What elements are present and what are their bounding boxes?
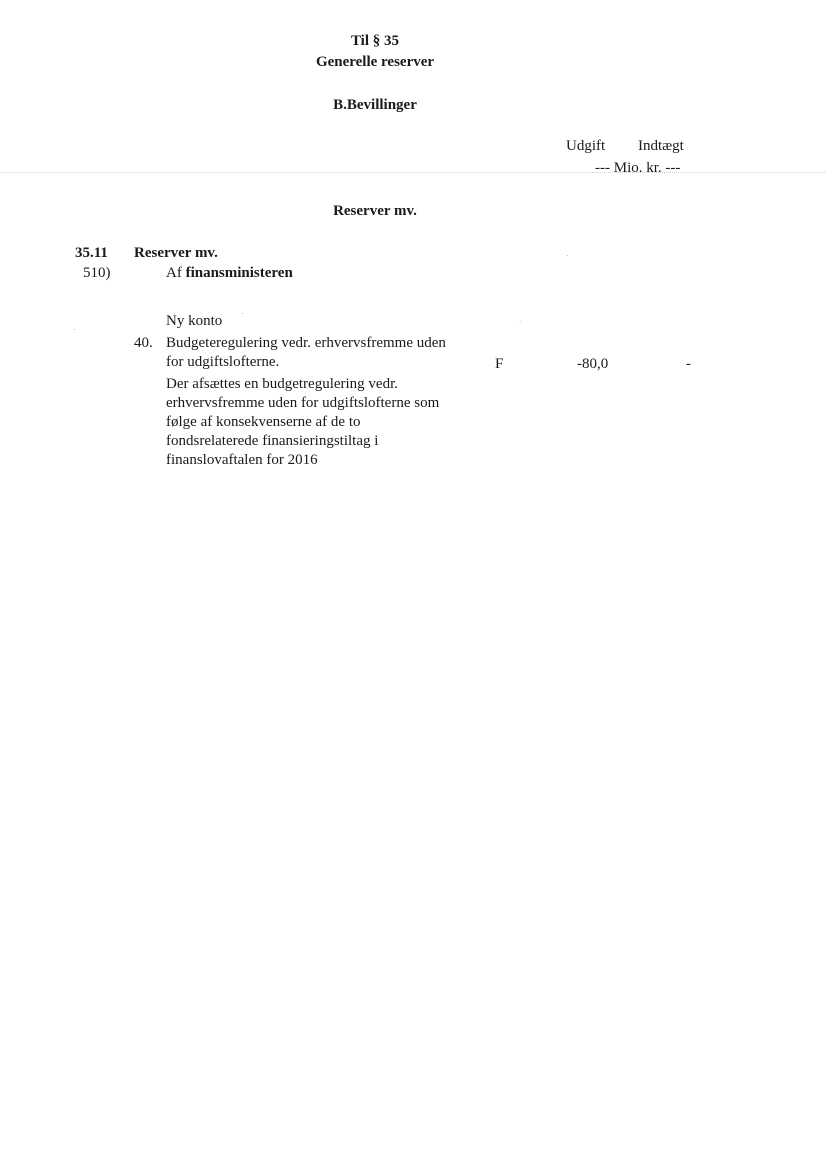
line-number: 40. [134,335,153,351]
line-title-2: for udgiftslofterne. [166,354,280,370]
account-name: Reserver mv. [134,245,218,261]
minister-name: finansministeren [185,265,293,281]
page-subtitle: Generelle reserver [315,54,435,70]
scan-speck: · [566,252,569,260]
new-account-label: Ny konto [166,313,223,329]
column-header-expense: Udgift [566,138,606,154]
line-flag: F [495,356,504,372]
minister-prefix: Af [166,265,182,281]
scan-speck: · [241,310,244,318]
line-description [166,375,476,470]
description-line: fondsrelaterede finansieringstiltag i [166,433,379,449]
page-title: Til § 35 [350,33,400,49]
scan-speck: · [519,318,522,326]
description-line: erhvervsfremme uden for udgiftslofterne som [166,395,440,411]
account-ref: 510) [83,265,111,281]
description-line: finanslovaftalen for 2016 [166,452,318,468]
header-separator [0,172,825,173]
scan-speck: · [73,326,76,334]
account-code: 35.11 [75,245,108,261]
column-unit-label: --- Mio. kr. --- [595,160,681,176]
description-line: Der afsættes en budgetregulering vedr. [166,376,399,392]
column-header-income: Indtægt [638,138,684,154]
minister-line [166,265,293,282]
line-title-1: Budgeteregulering vedr. erhvervsfremme uden [166,335,446,351]
line-expense-value: -80,0 [577,356,609,372]
section-heading: B.Bevillinger [333,97,417,113]
line-income-value: - [686,356,691,372]
main-heading: Reserver mv. [333,203,417,219]
description-line: følge af konsekvenserne af de to [166,414,361,430]
